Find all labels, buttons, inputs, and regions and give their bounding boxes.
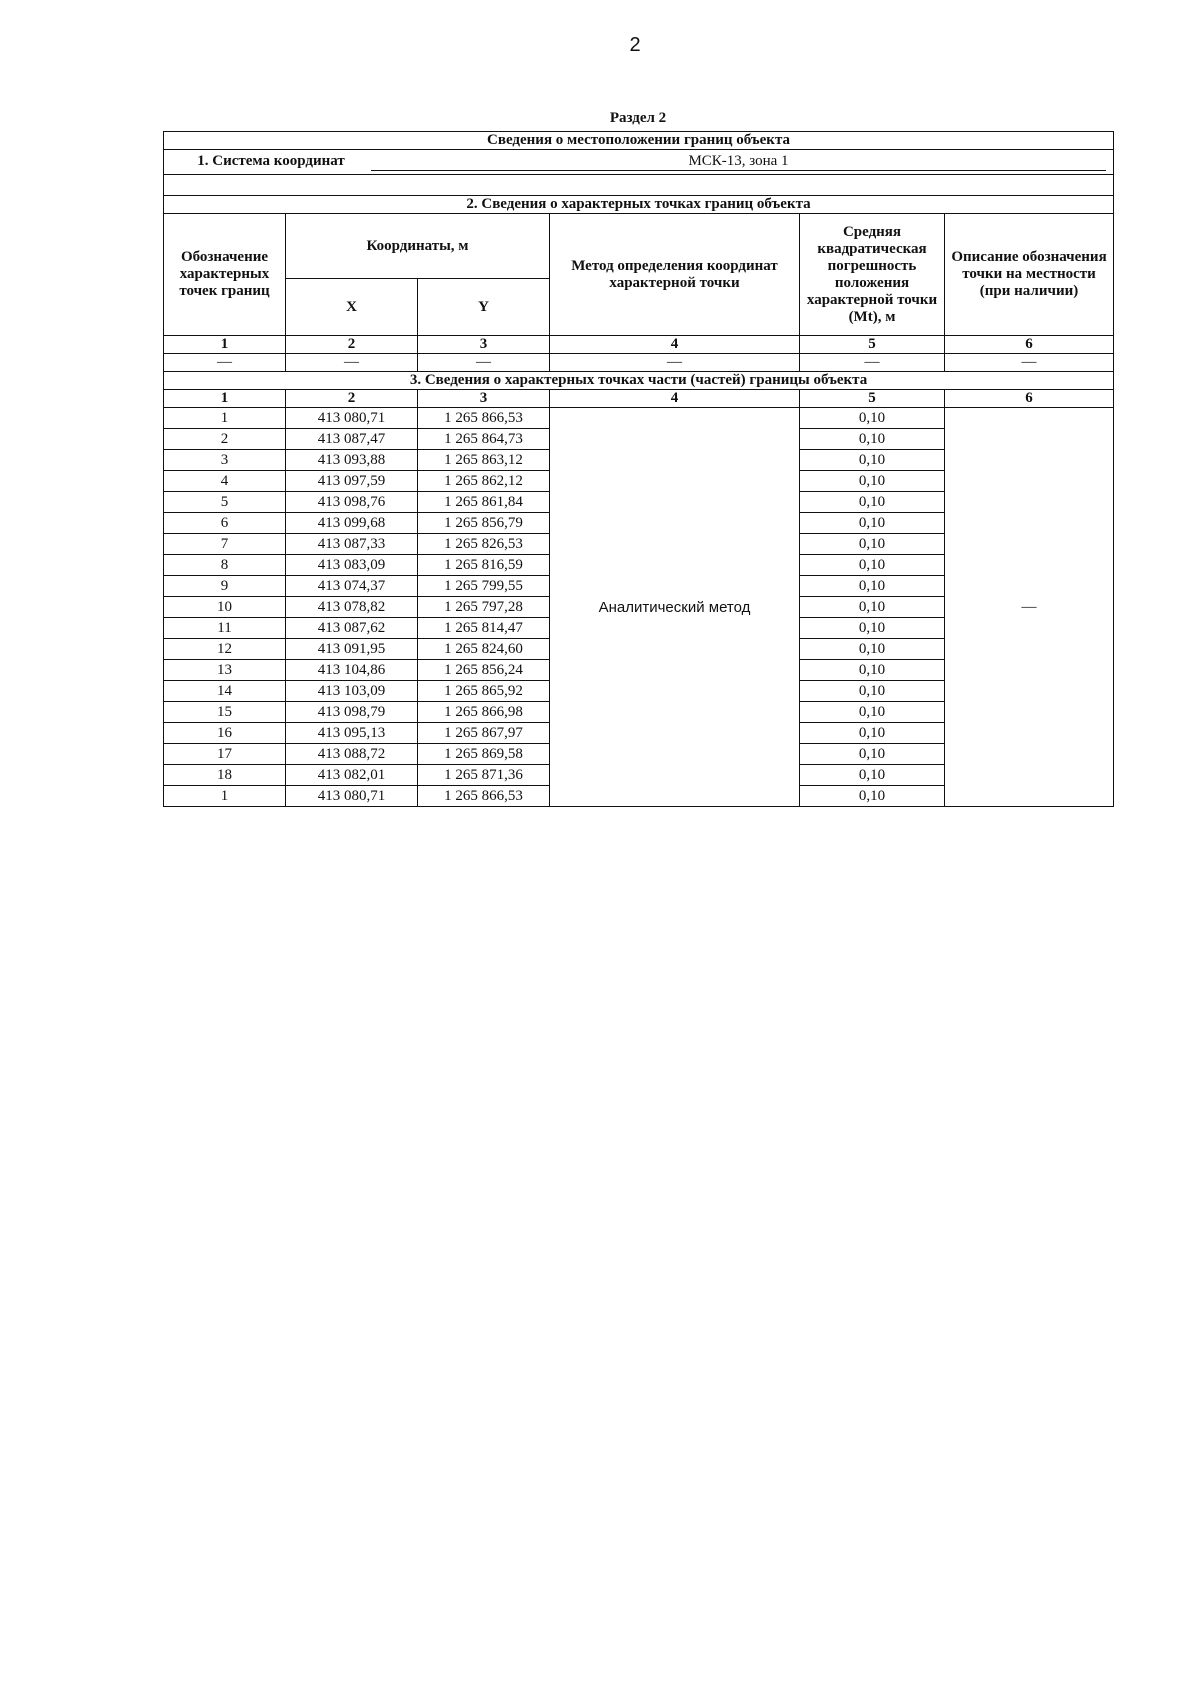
- column-number-row: [164, 390, 1114, 408]
- coordinate-system-value: МСК-13, зона 1: [371, 153, 1106, 171]
- point-x: 413 087,47: [286, 429, 418, 450]
- header-row: [164, 214, 1114, 279]
- point-y: 1 265 866,53: [418, 408, 550, 429]
- point-x: 413 082,01: [286, 765, 418, 786]
- column-number: 6: [945, 336, 1114, 354]
- point-number: 4: [164, 471, 286, 492]
- point-mt: 0,10: [800, 681, 945, 702]
- column-number: 4: [550, 336, 800, 354]
- column-number: 2: [286, 336, 418, 354]
- point-mt: 0,10: [800, 660, 945, 681]
- column-number: 3: [418, 336, 550, 354]
- point-x: 413 080,71: [286, 786, 418, 807]
- point-x: 413 080,71: [286, 408, 418, 429]
- subsection3-title: 3. Сведения о характерных точках части (частей) границы объекта: [164, 372, 1114, 390]
- point-mt: 0,10: [800, 702, 945, 723]
- block-title: Сведения о местоположении границ объекта: [164, 132, 1114, 150]
- point-y: 1 265 867,97: [418, 723, 550, 744]
- point-y: 1 265 864,73: [418, 429, 550, 450]
- point-x: 413 087,62: [286, 618, 418, 639]
- point-mt: 0,10: [800, 492, 945, 513]
- subsection2-title: 2. Сведения о характерных точках границ объекта: [164, 196, 1114, 214]
- point-number: 9: [164, 576, 286, 597]
- point-mt: 0,10: [800, 450, 945, 471]
- column-number: 1: [164, 336, 286, 354]
- point-number: 18: [164, 765, 286, 786]
- header-coordinates: Координаты, м: [286, 214, 550, 279]
- point-mt: 0,10: [800, 555, 945, 576]
- point-number: 6: [164, 513, 286, 534]
- empty-row: [164, 354, 1114, 372]
- point-mt: 0,10: [800, 786, 945, 807]
- spacer-row: [164, 175, 1114, 196]
- method-value: Аналитический метод: [550, 408, 800, 807]
- point-number: 3: [164, 450, 286, 471]
- point-number: 12: [164, 639, 286, 660]
- point-number: 15: [164, 702, 286, 723]
- empty-cell: —: [286, 354, 418, 372]
- point-number: 1: [164, 786, 286, 807]
- column-number: 5: [800, 336, 945, 354]
- column-number: 1: [164, 390, 286, 408]
- point-number: 14: [164, 681, 286, 702]
- point-mt: 0,10: [800, 618, 945, 639]
- column-number: 3: [418, 390, 550, 408]
- point-mt: 0,10: [800, 429, 945, 450]
- subsection2-title-row: [164, 196, 1114, 214]
- point-x: 413 093,88: [286, 450, 418, 471]
- point-number: 2: [164, 429, 286, 450]
- header-method: Метод определения координат характерной точки: [550, 214, 800, 336]
- coordinate-system-label: 1. Система координат: [197, 153, 345, 169]
- block-title-row: [164, 132, 1114, 150]
- point-number: 5: [164, 492, 286, 513]
- empty-cell: —: [418, 354, 550, 372]
- column-number: 2: [286, 390, 418, 408]
- point-number: 17: [164, 744, 286, 765]
- description-value: —: [945, 408, 1114, 807]
- coordinate-system-row: [164, 150, 1114, 175]
- point-y: 1 265 856,24: [418, 660, 550, 681]
- empty-cell: —: [945, 354, 1114, 372]
- point-x: 413 103,09: [286, 681, 418, 702]
- point-y: 1 265 861,84: [418, 492, 550, 513]
- point-x: 413 098,76: [286, 492, 418, 513]
- point-number: 1: [164, 408, 286, 429]
- point-row: [164, 408, 1114, 429]
- header-x: X: [286, 279, 418, 336]
- point-number: 13: [164, 660, 286, 681]
- point-number: 7: [164, 534, 286, 555]
- point-x: 413 074,37: [286, 576, 418, 597]
- point-x: 413 091,95: [286, 639, 418, 660]
- point-y: 1 265 863,12: [418, 450, 550, 471]
- column-number: 6: [945, 390, 1114, 408]
- point-x: 413 083,09: [286, 555, 418, 576]
- point-x: 413 097,59: [286, 471, 418, 492]
- point-mt: 0,10: [800, 576, 945, 597]
- point-mt: 0,10: [800, 723, 945, 744]
- header-error: Средняя квадратическая погрешность положения характерной точки (Mt), м: [800, 214, 945, 336]
- empty-cell: —: [550, 354, 800, 372]
- column-number: 4: [550, 390, 800, 408]
- point-x: 413 078,82: [286, 597, 418, 618]
- point-y: 1 265 797,28: [418, 597, 550, 618]
- point-x: 413 087,33: [286, 534, 418, 555]
- empty-cell: —: [164, 354, 286, 372]
- point-y: 1 265 826,53: [418, 534, 550, 555]
- point-x: 413 099,68: [286, 513, 418, 534]
- point-y: 1 265 814,47: [418, 618, 550, 639]
- subsection3-title-row: [164, 372, 1114, 390]
- point-y: 1 265 856,79: [418, 513, 550, 534]
- point-x: 413 095,13: [286, 723, 418, 744]
- point-x: 413 098,79: [286, 702, 418, 723]
- column-number-row: [164, 336, 1114, 354]
- point-x: 413 088,72: [286, 744, 418, 765]
- point-mt: 0,10: [800, 765, 945, 786]
- point-y: 1 265 824,60: [418, 639, 550, 660]
- point-y: 1 265 862,12: [418, 471, 550, 492]
- point-y: 1 265 869,58: [418, 744, 550, 765]
- point-y: 1 265 871,36: [418, 765, 550, 786]
- header-description: Описание обозначения точки на местности (при наличии): [945, 214, 1114, 336]
- point-x: 413 104,86: [286, 660, 418, 681]
- point-mt: 0,10: [800, 471, 945, 492]
- column-number: 5: [800, 390, 945, 408]
- point-y: 1 265 816,59: [418, 555, 550, 576]
- point-number: 11: [164, 618, 286, 639]
- point-mt: 0,10: [800, 513, 945, 534]
- page-number: 2: [629, 34, 641, 56]
- point-y: 1 265 865,92: [418, 681, 550, 702]
- boundary-table: [163, 131, 1114, 807]
- point-y: 1 265 866,53: [418, 786, 550, 807]
- point-number: 8: [164, 555, 286, 576]
- point-mt: 0,10: [800, 408, 945, 429]
- section-title: Раздел 2: [609, 110, 667, 126]
- point-mt: 0,10: [800, 639, 945, 660]
- point-y: 1 265 866,98: [418, 702, 550, 723]
- empty-cell: —: [800, 354, 945, 372]
- point-number: 10: [164, 597, 286, 618]
- point-mt: 0,10: [800, 534, 945, 555]
- point-number: 16: [164, 723, 286, 744]
- point-y: 1 265 799,55: [418, 576, 550, 597]
- point-mt: 0,10: [800, 597, 945, 618]
- header-y: Y: [418, 279, 550, 336]
- point-mt: 0,10: [800, 744, 945, 765]
- header-designation: Обозначение характерных точек границ: [164, 214, 286, 336]
